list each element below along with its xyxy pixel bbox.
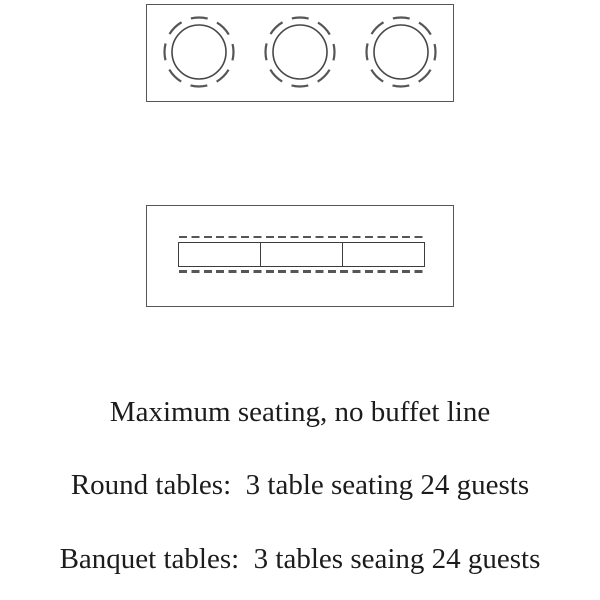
chair-dashes-row-bottom bbox=[179, 270, 424, 273]
caption-banquet-tables: Banquet tables: 3 tables seaing 24 guests bbox=[59, 543, 541, 575]
round-table bbox=[157, 10, 241, 94]
round-table-top bbox=[172, 25, 226, 79]
banquet-table bbox=[342, 242, 425, 267]
caption-summary: Maximum seating, no buffet line bbox=[109, 396, 491, 428]
round-table-top bbox=[374, 25, 428, 79]
round-table bbox=[359, 10, 443, 94]
chair-dashes-row-top bbox=[179, 236, 424, 239]
round-tables-room-outline bbox=[146, 4, 454, 102]
banquet-table bbox=[178, 242, 261, 267]
banquet-table bbox=[260, 242, 343, 267]
banquet-tables-room-outline bbox=[146, 205, 454, 307]
round-table bbox=[258, 10, 342, 94]
round-table-top bbox=[273, 25, 327, 79]
caption-round-tables: Round tables: 3 table seating 24 guests bbox=[70, 469, 530, 501]
banquet-table-strip bbox=[178, 242, 425, 267]
